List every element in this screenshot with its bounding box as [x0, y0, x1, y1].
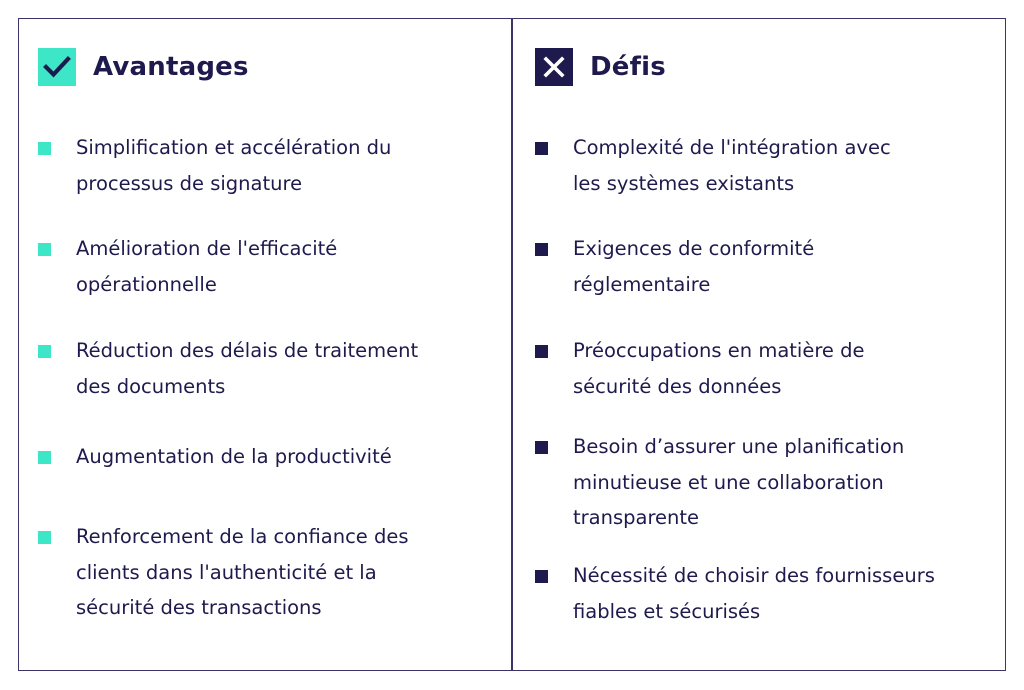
- challenge-item-text: Préoccupations en matière de sécurité des données: [573, 339, 865, 398]
- bullet-square-icon: [38, 531, 51, 544]
- bullet-square-icon: [38, 142, 51, 155]
- x-icon: [535, 48, 573, 86]
- bullet-square-icon: [535, 345, 548, 358]
- bullet-square-icon: [38, 451, 51, 464]
- bullet-square-icon: [535, 570, 548, 583]
- advantage-item: [38, 519, 409, 626]
- challenge-item: [535, 231, 814, 302]
- advantage-item: [38, 439, 392, 475]
- advantage-item-text: Réduction des délais de traitement des documents: [76, 339, 419, 398]
- bullet-square-icon: [535, 142, 548, 155]
- advantage-item-text: Amélioration de l'efficacité opérationnelle: [76, 237, 338, 296]
- challenge-item-text: Nécessité de choisir des fournisseurs fiables et sécurisés: [573, 564, 935, 623]
- challenge-item-text: Besoin d’assurer une planification minutieuse et une collaboration transparente: [573, 435, 905, 529]
- bullet-square-icon: [535, 441, 548, 454]
- advantage-item: [38, 333, 418, 404]
- challenge-item: [535, 429, 904, 536]
- column-divider: [511, 18, 513, 671]
- challenges-header: [535, 48, 666, 86]
- advantages-title: Avantages: [93, 52, 249, 82]
- challenge-item-text: Exigences de conformité réglementaire: [573, 237, 815, 296]
- bullet-square-icon: [535, 243, 548, 256]
- challenge-item: [535, 558, 935, 629]
- challenge-item: [535, 333, 865, 404]
- advantage-item-text: Simplification et accélération du processus de signature: [76, 136, 392, 195]
- advantage-item-text: Renforcement de la confiance des clients dans l'authenticité et la sécurité des transactions: [76, 525, 409, 619]
- challenge-item: [535, 130, 891, 201]
- advantages-header: [38, 48, 249, 86]
- advantage-item: [38, 231, 337, 302]
- advantage-item: [38, 130, 391, 201]
- bullet-square-icon: [38, 345, 51, 358]
- advantage-item-text: Augmentation de la productivité: [76, 445, 392, 468]
- challenges-title: Défis: [590, 52, 666, 82]
- check-icon: [38, 48, 76, 86]
- challenge-item-text: Complexité de l'intégration avec les systèmes existants: [573, 136, 891, 195]
- bullet-square-icon: [38, 243, 51, 256]
